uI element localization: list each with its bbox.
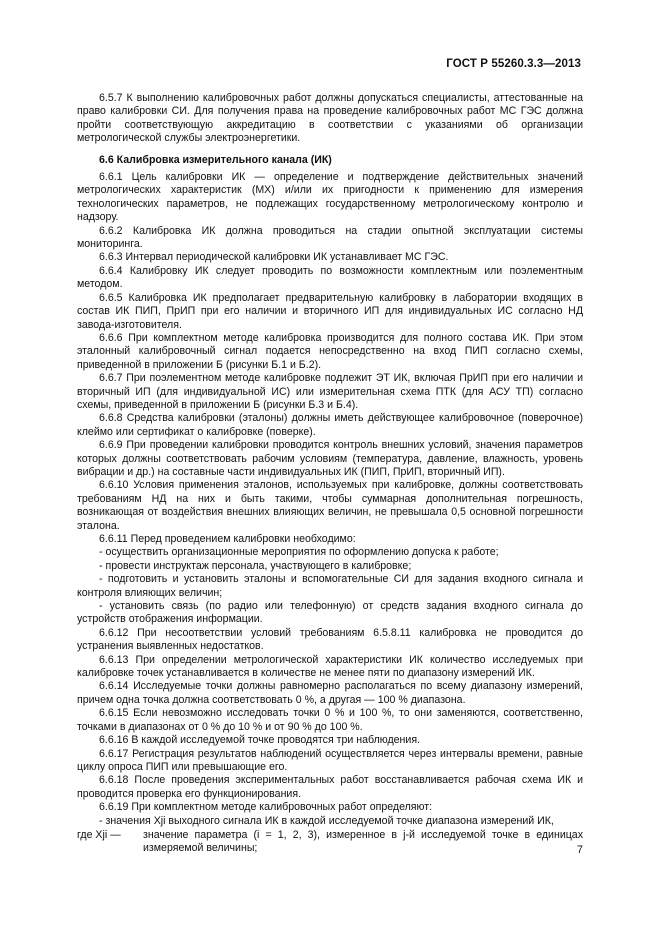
list-item: - установить связь (по радио или телефонную) от средств задания входного сигнала до устройств отображения информации. <box>77 600 583 626</box>
clause-6-6-1: 6.6.1 Цель калибровки ИК — определение и подтверждение действительных значений метрологических характеристик (МХ) и/или их пригодности к применению для измерения технологических параметров, не подлежащих государственному метрологическому контролю и надзору. <box>77 171 583 224</box>
clause-6-6-3: 6.6.3 Интервал периодической калибровки ИК устанавливает МС ГЭС. <box>99 251 449 264</box>
section-heading-6-6: 6.6 Калибровка измерительного канала (ИК) <box>99 153 332 166</box>
list-item: - значения Xji выходного сигнала ИК в каждой исследуемой точке диапазона измерений ИК, <box>99 814 554 827</box>
clause-6-6-6: 6.6.6 При комплектном методе калибровка производится для полного состава ИК. При этом эталонный калибровочный сигнал подается непосредственно на вход ПИП согласно схемы, приведенной в приложении Б (рисунки Б.1 и Б.2). <box>77 331 583 371</box>
where-clause-text: значение параметра (i = 1, 2, 3), измеренное в j-й исследуемой точке в единицах измеряемой величины; <box>143 828 583 855</box>
list-item: - провести инструктаж персонала, участвующего в калибровке; <box>99 559 412 572</box>
clause-6-5-7: 6.5.7 К выполнению калибровочных работ должны допускаться специалисты, аттестованные на право калибровки СИ. Для получения права на проведение калибровочных работ МС ГЭС должна пройти соответствующую аккредитацию в соответствии с указаниями об организации метрологической службы электроэнергетики. <box>77 92 583 145</box>
clause-6-6-7: 6.6.7 При поэлементном методе калибровке подлежит ЭТ ИК, включая ПрИП при его наличии и вторичный ИП (для индивидуальной ИС) или измерительная схема ПТК (для АСУ ТП) согласно схемы, приведенной в приложении Б (рисунки Б.3 и Б.4). <box>77 372 583 411</box>
clause-6-6-15: 6.6.15 Если невозможно исследовать точки 0 % и 100 %, то они заменяются, соответственно, точками в диапазонах от 0 % до 10 % и от 90 % до 100 %. <box>77 707 583 733</box>
list-item: - осуществить организационные мероприятия по оформлению допуска к работе; <box>99 546 499 559</box>
standard-number-header: ГОСТ Р 55260.3.3—2013 <box>446 58 581 70</box>
clause-6-6-13: 6.6.13 При определении метрологической характеристики ИК количество исследуемых при калибровке точек устанавливается в количестве не менее пяти по диапазону измерений ИК. <box>77 653 583 680</box>
clause-6-6-16: 6.6.16 В каждой исследуемой точке проводятся три наблюдения. <box>99 734 420 747</box>
clause-6-6-18: 6.6.18 После проведения экспериментальных работ восстанавливается рабочая схема ИК и проводится проверка его функционирования. <box>77 774 583 800</box>
page-number: 7 <box>576 844 583 856</box>
clause-6-6-14: 6.6.14 Исследуемые точки должны равномерно располагаться по всему диапазону измерений, причем одна точка должна соответствовать 0 %, а другая — 100 % диапазона. <box>77 680 583 706</box>
clause-6-6-8: 6.6.8 Средства калибровки (эталоны) должны иметь действующее калибровочное (поверочное) клеймо или сертификат о калибровке (поверке). <box>77 412 583 438</box>
where-clause-lead: где Xji — <box>77 828 121 841</box>
document-body <box>77 92 583 856</box>
clause-6-6-9: 6.6.9 При проведении калибровки проводится контроль внешних условий, значения параметров которых должны соответствовать рабочим условиям (температура, давление, влажность, уровень вибрации и др.) на составные части индивидуальных ИК (ПИП, ПрИП, вторичный ИП). <box>77 439 583 478</box>
list-item: - подготовить и установить эталоны и вспомогательные СИ для задания входного сигнала и контроля влияющих величин; <box>77 573 583 599</box>
clause-6-6-11: 6.6.11 Перед проведением калибровки необходимо: <box>99 533 356 545</box>
clause-6-6-2: 6.6.2 Калибровка ИК должна проводиться на стадии опытной эксплуатации системы мониторинга. <box>77 224 583 251</box>
clause-6-6-19: 6.6.19 При комплектном методе калибровочных работ определяют: <box>99 801 433 814</box>
clause-6-6-5: 6.6.5 Калибровка ИК предполагает предварительную калибровку в лаборатории входящих в состав ИК ПИП, ПрИП при его наличии и вторичного ИП для индивидуальных ИС согласно НД завода-изготовителя. <box>77 291 583 331</box>
clause-6-6-12: 6.6.12 При несоответствии условий требованиям 6.5.8.11 калибровка не проводится до устранения выявленных недостатков. <box>77 626 583 653</box>
clause-6-6-17: 6.6.17 Регистрация результатов наблюдений осуществляется через интервалы времени, равные циклу опроса ПИП или превышающие его. <box>77 747 583 773</box>
clause-6-6-4: 6.6.4 Калибровку ИК следует проводить по возможности комплектным или поэлементным методом. <box>77 264 583 291</box>
where-clause <box>77 829 583 856</box>
clause-6-6-10: 6.6.10 Условия применения эталонов, используемых при калибровке, должны соответствовать требованиям НД на них и быть такими, чтобы суммарная дополнительная погрешность, возникающая от воздействия внешних влияющих величин, не превышала 0,5 основной погрешности эталона. <box>77 479 583 532</box>
